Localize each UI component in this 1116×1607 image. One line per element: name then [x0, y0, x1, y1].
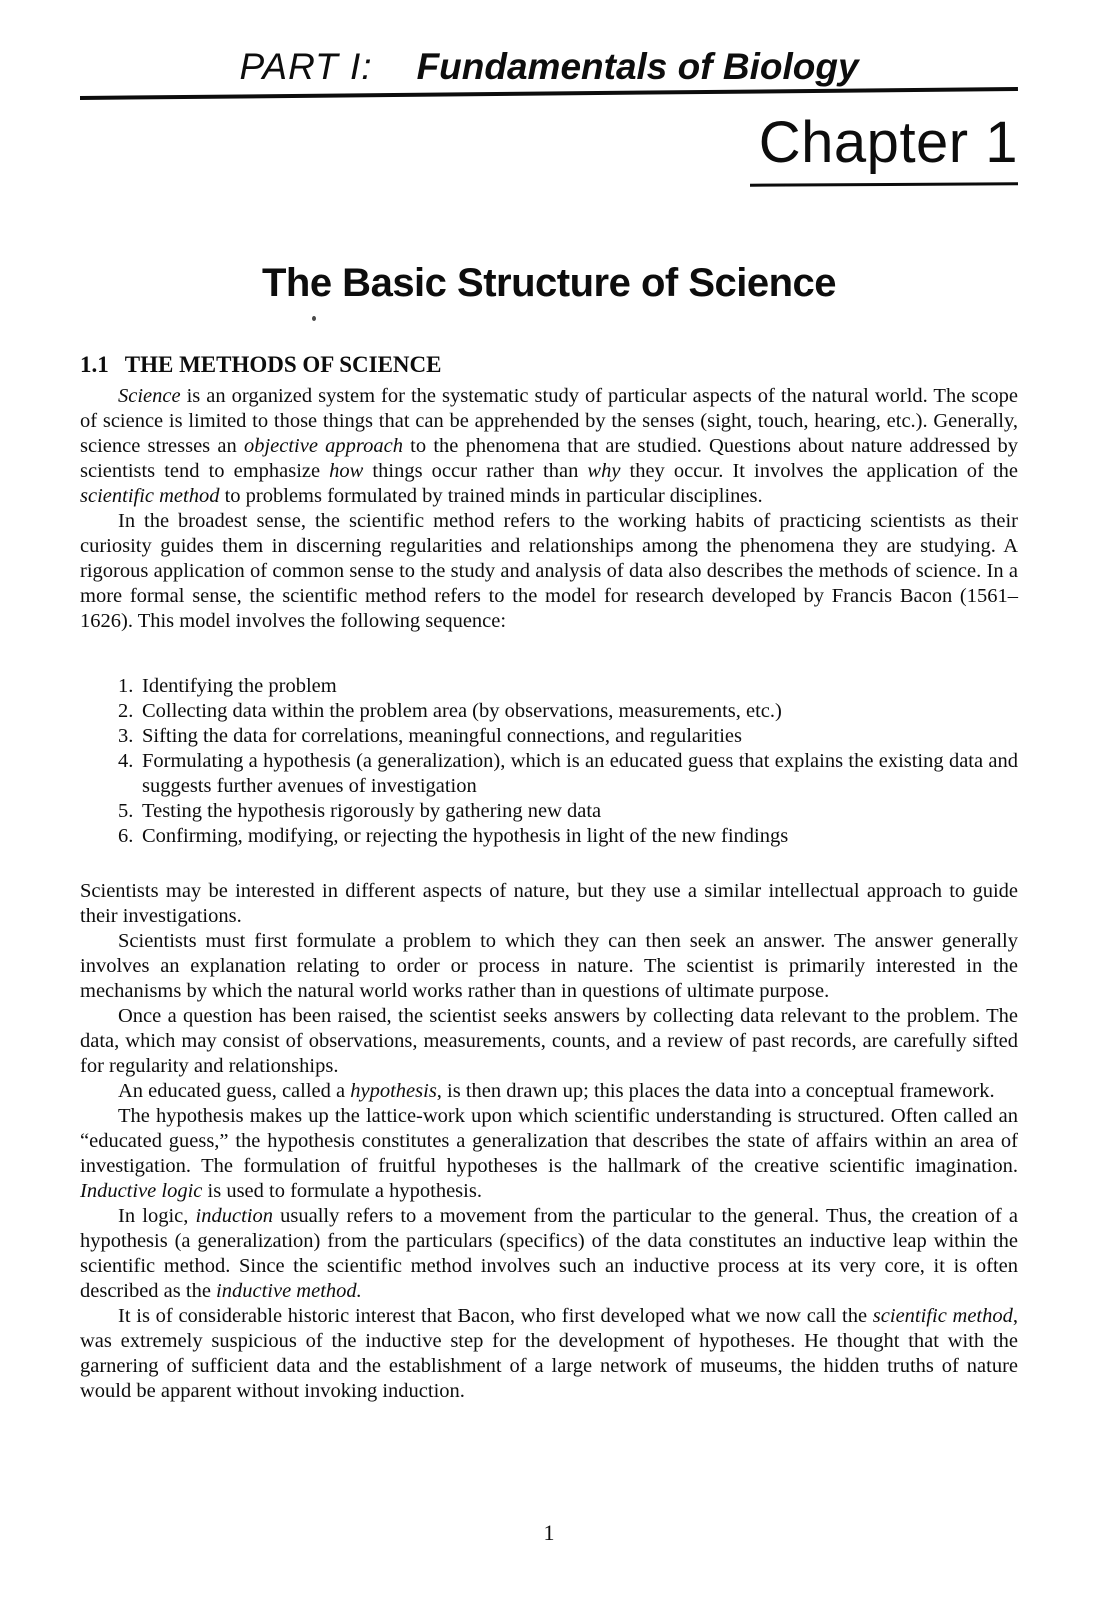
chapter-block: [80, 112, 1018, 186]
list-item-number: 5.: [118, 800, 134, 822]
text-run: It is of considerable historic interest that Bacon, who first developed what we now call the: [118, 1305, 873, 1327]
italic-text-run: scientific method: [80, 485, 220, 507]
method-list-item: [80, 674, 1018, 699]
paragraph: [80, 1104, 1018, 1204]
paragraph: [80, 1204, 1018, 1304]
page-number: 1: [543, 1520, 555, 1545]
list-item-number: 4.: [118, 750, 134, 772]
text-run: An educated guess, called a: [118, 1080, 351, 1102]
list-item-text: Collecting data within the problem area (by observations, measurements, etc.): [142, 700, 782, 722]
text-column: [80, 0, 1018, 1404]
text-run: , is then drawn up; this places the data into a conceptual framework.: [436, 1080, 995, 1102]
chapter-underline: [750, 182, 1018, 186]
list-item-text: Identifying the problem: [142, 675, 337, 697]
section-heading-text: THE METHODS OF SCIENCE: [124, 352, 442, 377]
text-run: Scientists must first formulate a problem to which they can then seek an answer. The answer generally involves an explanation relating to order or process in nature. The scientist is primarily interested in the mechanisms by which the natural world works rather than in questions of ultimate purpose.: [80, 930, 1018, 1002]
italic-text-run: Inductive logic: [80, 1180, 203, 1202]
body-paragraphs-after-list: [80, 879, 1018, 1404]
header-rule: [80, 87, 1018, 100]
body-paragraphs-before-list: [80, 384, 1018, 634]
text-run: things occur rather than: [363, 460, 588, 482]
italic-text-run: hypothesis: [350, 1080, 437, 1102]
list-item-text: Sifting the data for correlations, meaningful connections, and regularities: [142, 725, 743, 747]
text-run: to problems formulated by trained minds in particular disciplines.: [219, 485, 763, 507]
text-run: Scientists may be interested in different aspects of nature, but they use a similar intellectual approach to guide their investigations.: [80, 880, 1018, 927]
part-number-label: PART I:: [239, 46, 373, 87]
italic-text-run: Science: [118, 385, 181, 407]
text-run: is an organized system for the systematic study of particular aspects of the natural world. The scope of science is limited to those things that can be apprehended by the senses (sight, touch, hearing, etc.). Generally, science stresses an: [80, 385, 1018, 457]
paragraph: [80, 929, 1018, 1004]
text-run: In the broadest sense, the scientific method refers to the working habits of practicing scientists as their curiosity guides them in discerning regularities and relationships among the phenomena they are studying. A rigorous application of common sense to the study and analysis of data also describes the methods of science. In a more formal sense, the scientific method refers to the model for research developed by Francis Bacon (1561–1626). This model involves the following sequence:: [80, 510, 1018, 632]
list-item-text: Testing the hypothesis rigorously by gathering new data: [142, 800, 602, 822]
page-title: The Basic Structure of Science: [261, 261, 837, 305]
chapter-heading: Chapter 1: [758, 110, 1018, 175]
text-run: In logic,: [118, 1205, 196, 1227]
method-list-item: [80, 824, 1018, 849]
section-heading: [80, 352, 1018, 378]
list-item-number: 1.: [118, 675, 134, 697]
italic-text-run: inductive method.: [216, 1280, 362, 1302]
text-run: Once a question has been raised, the scientist seeks answers by collecting data relevant to the problem. The data, which may consist of observations, measurements, counts, and a review of past records, are carefully sifted for regularity and relationships.: [80, 1005, 1018, 1077]
section-number: 1.1: [80, 352, 109, 377]
paragraph: [80, 879, 1018, 929]
method-list-item: [80, 749, 1018, 799]
paragraph: [80, 1304, 1018, 1404]
text-run: The hypothesis makes up the lattice-work upon which scientific understanding is structured. Often called an “educated guess,” the hypothesis constitutes a generalization that describes the state of affairs within an area of investigation. The formulation of fruitful hypotheses is the hallmark of the creative scientific imagination.: [80, 1105, 1018, 1177]
italic-text-run: why: [587, 460, 621, 482]
paragraph: [80, 1004, 1018, 1079]
list-item-number: 6.: [118, 825, 134, 847]
paragraph: [80, 384, 1018, 509]
scan-artifact-dot: [312, 316, 316, 321]
paragraph: [80, 509, 1018, 634]
part-heading: [80, 46, 1018, 88]
list-item-text: Confirming, modifying, or rejecting the hypothesis in light of the new findings: [142, 825, 789, 847]
part-title: Fundamentals of Biology: [416, 46, 859, 87]
list-item-text: Formulating a hypothesis (a generalization), which is an educated guess that explains the existing data and suggests further avenues of investigation: [142, 750, 1018, 797]
method-list-item: [80, 724, 1018, 749]
list-item-number: 2.: [118, 700, 134, 722]
italic-text-run: scientific method: [872, 1305, 1013, 1327]
text-run: is used to formulate a hypothesis.: [202, 1180, 482, 1202]
text-run: to the phenomena that are studied. Questions about nature addressed by scientists tend to emphasize: [80, 435, 1018, 482]
list-item-number: 3.: [118, 725, 134, 747]
text-run: they occur. It involves the application of the: [620, 460, 1018, 482]
method-list-item: [80, 699, 1018, 724]
method-list-item: [80, 799, 1018, 824]
paragraph: [80, 1079, 1018, 1104]
scientific-method-list: [80, 674, 1018, 849]
page-footer: [80, 1520, 1018, 1546]
italic-text-run: induction: [195, 1205, 273, 1227]
italic-text-run: objective approach: [243, 435, 403, 457]
italic-text-run: how: [329, 460, 364, 482]
text-run: usually refers to a movement from the particular to the general. Thus, the creation of a hypothesis (a generalization) from the particulars (specifics) of the data constitutes an inductive leap within the scientific method. Since the scientific method involves such an inductive process at its very core, it is often described as the: [80, 1205, 1018, 1302]
text-run: , was extremely suspicious of the inductive step for the development of hypotheses. He thought that with the garnering of sufficient data and the establishment of a large network of museums, the hidden truths of nature would be apparent without invoking induction.: [80, 1305, 1018, 1402]
